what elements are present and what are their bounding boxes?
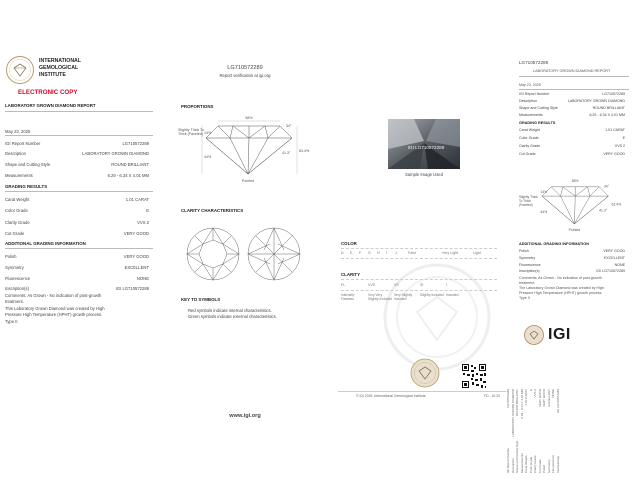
igi-logo: [524, 325, 571, 345]
info-row-label: Description: [5, 151, 26, 156]
pavilion-pct-label: 44%: [204, 155, 212, 159]
info-row-label: IGI Report Number: [5, 141, 41, 146]
grading-row-label: Clarity Grade: [5, 220, 30, 225]
proportions-title: PROPORTIONS: [181, 104, 214, 109]
grading-results-title: GRADING RESULTS: [5, 184, 48, 189]
depth-label: 63.4%: [299, 149, 310, 153]
sample-image-caption: Sample Image Used: [405, 172, 443, 177]
right-report-number: LG710572289: [519, 60, 549, 65]
right-info-row-value: 6.29 - 6.34 X 4.01 MM: [589, 113, 625, 117]
clarity-descr: Very Very Slightly Included: [368, 293, 393, 302]
seal-medallion-icon: [410, 358, 440, 388]
color-grade-e: E: [350, 251, 353, 255]
info-row-value: LG710572289: [122, 141, 149, 146]
grading-row-label: Color Grade: [5, 208, 28, 213]
symbols-note: Red symbols indicate internal characteristics.: [188, 308, 272, 313]
divider: [519, 76, 629, 77]
right-date: May 23, 2025: [519, 83, 541, 87]
clarity-descr: Internally Flawless: [341, 293, 355, 302]
stub-row: Shape and Cutting Style ROUND BRILLIANT: [515, 389, 519, 473]
additional-row: [5, 265, 149, 270]
clarity-grade-si: SI: [420, 283, 424, 287]
stub-row: Clarity Grade VVS 2: [533, 389, 537, 473]
divider: [5, 248, 153, 249]
stub-row: Description LABORATORY GROWN DIAMOND: [510, 389, 515, 473]
divider: [341, 279, 497, 280]
additional-row: [5, 254, 149, 259]
culet-label: Pointed: [241, 179, 255, 183]
qr-code[interactable]: [461, 363, 487, 389]
grading-row-value: VERY GOOD: [123, 231, 149, 236]
additional-grading-title: ADDITIONAL GRADING INFORMATION: [5, 241, 86, 246]
clarity-plot-diagram: [186, 224, 302, 284]
additional-row-label: Fluorescence: [5, 276, 31, 281]
right-pavilion-angle-label: 41.3°: [599, 208, 608, 213]
right-info-row: [519, 106, 625, 110]
divider: [338, 391, 506, 392]
right-crown-angle-label: 34°: [603, 184, 609, 189]
clarity-grade-i: I: [446, 283, 447, 287]
comments-line: This Laboratory Grown Diamond was created by High: [5, 306, 105, 311]
info-row: [5, 162, 149, 167]
right-crown-pct-label: 14%: [540, 190, 548, 195]
stub-row: IGI Report Number LG710572289: [506, 389, 510, 473]
grading-row-label: Cut Grade: [5, 231, 25, 236]
divider: [341, 290, 497, 291]
stub-row: Polish VERY GOOD: [542, 389, 546, 473]
right-comments-line: The Laboratory Grown Diamond was created by High: [519, 286, 604, 290]
clarity-grade-vvs: VVS: [368, 283, 376, 287]
color-grade-g: G: [368, 251, 371, 255]
additional-row-value: VERY GOOD: [123, 254, 149, 259]
right-additional-title: ADDITIONAL GRADING INFORMATION: [519, 242, 589, 246]
color-grade-f: F: [359, 251, 362, 255]
table-pct-label: 58%: [245, 116, 253, 120]
info-row-label: Measurements: [5, 173, 33, 178]
website-link[interactable]: www.igi.org: [229, 413, 261, 419]
igi-logo-seal-icon: [524, 325, 544, 345]
grading-row: [5, 231, 149, 236]
clarity-grade-vs: VS: [394, 283, 399, 287]
right-additional-row: [519, 263, 625, 267]
divider: [341, 248, 497, 249]
divider: [519, 89, 629, 90]
right-table-pct-label: 58%: [571, 179, 579, 184]
right-girdle-label: Slightly Thick To Thick (Faceted): [519, 195, 538, 207]
report-type-title: LABORATORY GROWN DIAMOND REPORT: [5, 103, 96, 108]
right-grading-row-value: E: [622, 136, 625, 140]
right-culet-label: Pointed: [568, 227, 581, 232]
right-grading-row-value: VERY GOOD: [603, 152, 625, 156]
stub-row: Cut Grade VERY GOOD: [537, 389, 542, 473]
right-grading-row-value: VVS 2: [614, 144, 625, 148]
right-additional-row-value: IGI LG710572289: [596, 269, 625, 273]
divider: [341, 258, 497, 259]
comments-line: Comments: As Grown - No indication of post-growth: [5, 293, 102, 298]
additional-row-value: NONE: [136, 276, 149, 281]
crown-angle-label: 34°: [286, 124, 292, 128]
grading-row-value: VVS 2: [137, 220, 149, 225]
right-grading-row-label: Clarity Grade: [519, 144, 541, 148]
right-additional-row-value: NONE: [614, 263, 625, 267]
right-info-row-value: LABORATORY GROWN DIAMOND: [567, 99, 625, 103]
right-additional-row-label: Polish: [519, 249, 529, 253]
right-info-row-label: Description: [519, 99, 537, 103]
girdle-label: Slightly Thick To Thick (Faceted): [178, 128, 204, 137]
grading-row: [5, 208, 149, 213]
right-grading-row-label: Carat Weight: [519, 128, 540, 132]
divider: [5, 191, 153, 192]
right-info-row-value: ROUND BRILLIANT: [592, 106, 625, 110]
additional-row-label: Polish: [5, 254, 17, 259]
right-grading-row-label: Color Grade: [519, 136, 539, 140]
divider: [5, 111, 153, 112]
right-comments-line: Comments: As Grown - No indication of post-growth: [519, 276, 602, 280]
color-scale-title: COLOR: [341, 241, 357, 246]
clarity-scale-title: CLARITY: [341, 272, 361, 277]
right-pavilion-pct-label: 44%: [540, 210, 548, 215]
color-grade-d: D: [341, 251, 344, 255]
stub-row: Inscription(s) IGI LG710572289: [555, 389, 560, 473]
right-info-row: [519, 92, 625, 96]
proportions-diagram: [178, 112, 313, 187]
additional-row: [5, 286, 149, 291]
right-additional-row-value: EXCELLENT: [604, 256, 625, 260]
divider: [5, 135, 153, 136]
comments-line: Pressure High Temperature (HPHT) growth process.: [5, 312, 103, 317]
additional-row-label: Symmetry: [5, 265, 24, 270]
right-info-row-label: Measurements: [519, 113, 543, 117]
right-comments-line: Pressure High Temperature (HPHT) growth process.: [519, 291, 603, 295]
info-row-value: ROUND BRILLIANT: [111, 162, 149, 167]
grading-row-value: E: [146, 208, 149, 213]
grading-row-label: Carat Weight: [5, 197, 30, 202]
pavilion-angle-label: 41.3°: [282, 151, 291, 155]
info-row: [5, 151, 149, 156]
right-additional-row-label: Symmetry: [519, 256, 536, 260]
info-row-label: Shape and Cutting Style: [5, 162, 51, 167]
additional-row-value: IGI LG710572289: [115, 286, 149, 291]
color-grade-very-light: Very Light: [442, 251, 458, 255]
report-verification: Report verification at igi.org: [219, 73, 271, 78]
inscription-photo-text: IGI LG710572289: [407, 145, 445, 150]
color-grade-h: H: [377, 251, 380, 255]
additional-row-value: EXCELLENT: [124, 265, 149, 270]
right-info-row-value: LG710572289: [602, 92, 625, 96]
report-number-top: LG710572289: [227, 65, 263, 71]
right-comments-line: Type II: [519, 296, 530, 300]
comments-line: treatment.: [5, 299, 24, 304]
right-report-type: LABORATORY GROWN DIAMOND REPORT: [533, 69, 611, 73]
symbols-note: Green symbols indicate external characteristics.: [188, 314, 277, 319]
right-additional-row: [519, 269, 625, 273]
igi-logo-text: IGI: [548, 326, 571, 343]
report-date: May 23, 2025: [5, 129, 31, 134]
right-additional-row-label: Inscription(s): [519, 269, 540, 273]
additional-row: [5, 276, 149, 281]
right-additional-row-label: Fluorescence: [519, 263, 541, 267]
grading-row: [5, 220, 149, 225]
additional-row-label: Inscription(s): [5, 286, 29, 291]
right-additional-row: [519, 249, 625, 253]
right-info-row-label: Shape and Cutting Style: [519, 106, 558, 110]
right-depth-label: 63.4%: [611, 202, 622, 207]
color-grade-faint: Faint: [408, 251, 416, 255]
color-grade-light: Light: [473, 251, 481, 255]
right-info-row-label: IGI Report Number: [519, 92, 550, 96]
org-name-line1: INTERNATIONAL: [39, 58, 81, 64]
comments-line: Type II: [5, 319, 18, 324]
electronic-copy-label: ELECTRONIC COPY: [18, 89, 78, 96]
clarity-descr: Slightly Included: [420, 293, 445, 297]
info-row-value: 6.29 - 6.34 X 4.01 MM: [107, 173, 149, 178]
color-grade-i: I: [386, 251, 387, 255]
inscription-photo: [388, 119, 460, 169]
stub-row: Measurements 6.29 - 6.34 X 4.01 MM: [519, 389, 524, 473]
org-name-line2: GEMOLOGICAL: [39, 65, 79, 71]
right-grading-row: [519, 128, 625, 132]
right-grading-row: [519, 144, 625, 148]
key-to-symbols-title: KEY TO SYMBOLS: [181, 297, 221, 302]
stub-row: Symmetry EXCELLENT: [546, 389, 551, 473]
right-grading-title: GRADING RESULTS: [519, 121, 556, 125]
right-additional-row: [519, 256, 625, 260]
right-grading-row-value: 1.01 CARAT: [605, 128, 625, 132]
stub-row: Fluorescence NONE: [551, 389, 555, 473]
info-row: [5, 173, 149, 178]
info-row-value: LABORATORY GROWN DIAMOND: [82, 151, 149, 156]
right-info-row: [519, 99, 625, 103]
grading-row: [5, 197, 149, 202]
crown-pct-label: 14%: [204, 131, 212, 135]
clarity-characteristics-title: CLARITY CHARACTERISTICS: [181, 208, 244, 213]
clarity-descr: Included: [446, 293, 459, 297]
clarity-descr: Very Slightly Included: [394, 293, 413, 302]
stub-row: Carat Weight 1.01 CARAT: [524, 389, 528, 473]
right-grading-row-label: Cut Grade: [519, 152, 536, 156]
footer-copyright: © IGI 2025, International Gemological Institute: [356, 394, 426, 398]
clarity-grade-fl: FL: [341, 283, 346, 287]
stub-row: Color Grade E: [528, 389, 533, 473]
right-comments-line: treatment.: [519, 281, 536, 285]
org-name-line3: INSTITUTE: [39, 72, 66, 78]
color-grade-j: J: [395, 251, 397, 255]
right-grading-row: [519, 152, 625, 156]
right-grading-row: [519, 136, 625, 140]
footer-code: FD - 10.20: [484, 394, 501, 398]
grading-row-value: 1.01 CARAT: [125, 197, 149, 202]
info-row: [5, 141, 149, 146]
igi-seal-icon: [5, 55, 35, 85]
right-info-row: [519, 113, 625, 117]
right-additional-row-value: VERY GOOD: [603, 249, 625, 253]
